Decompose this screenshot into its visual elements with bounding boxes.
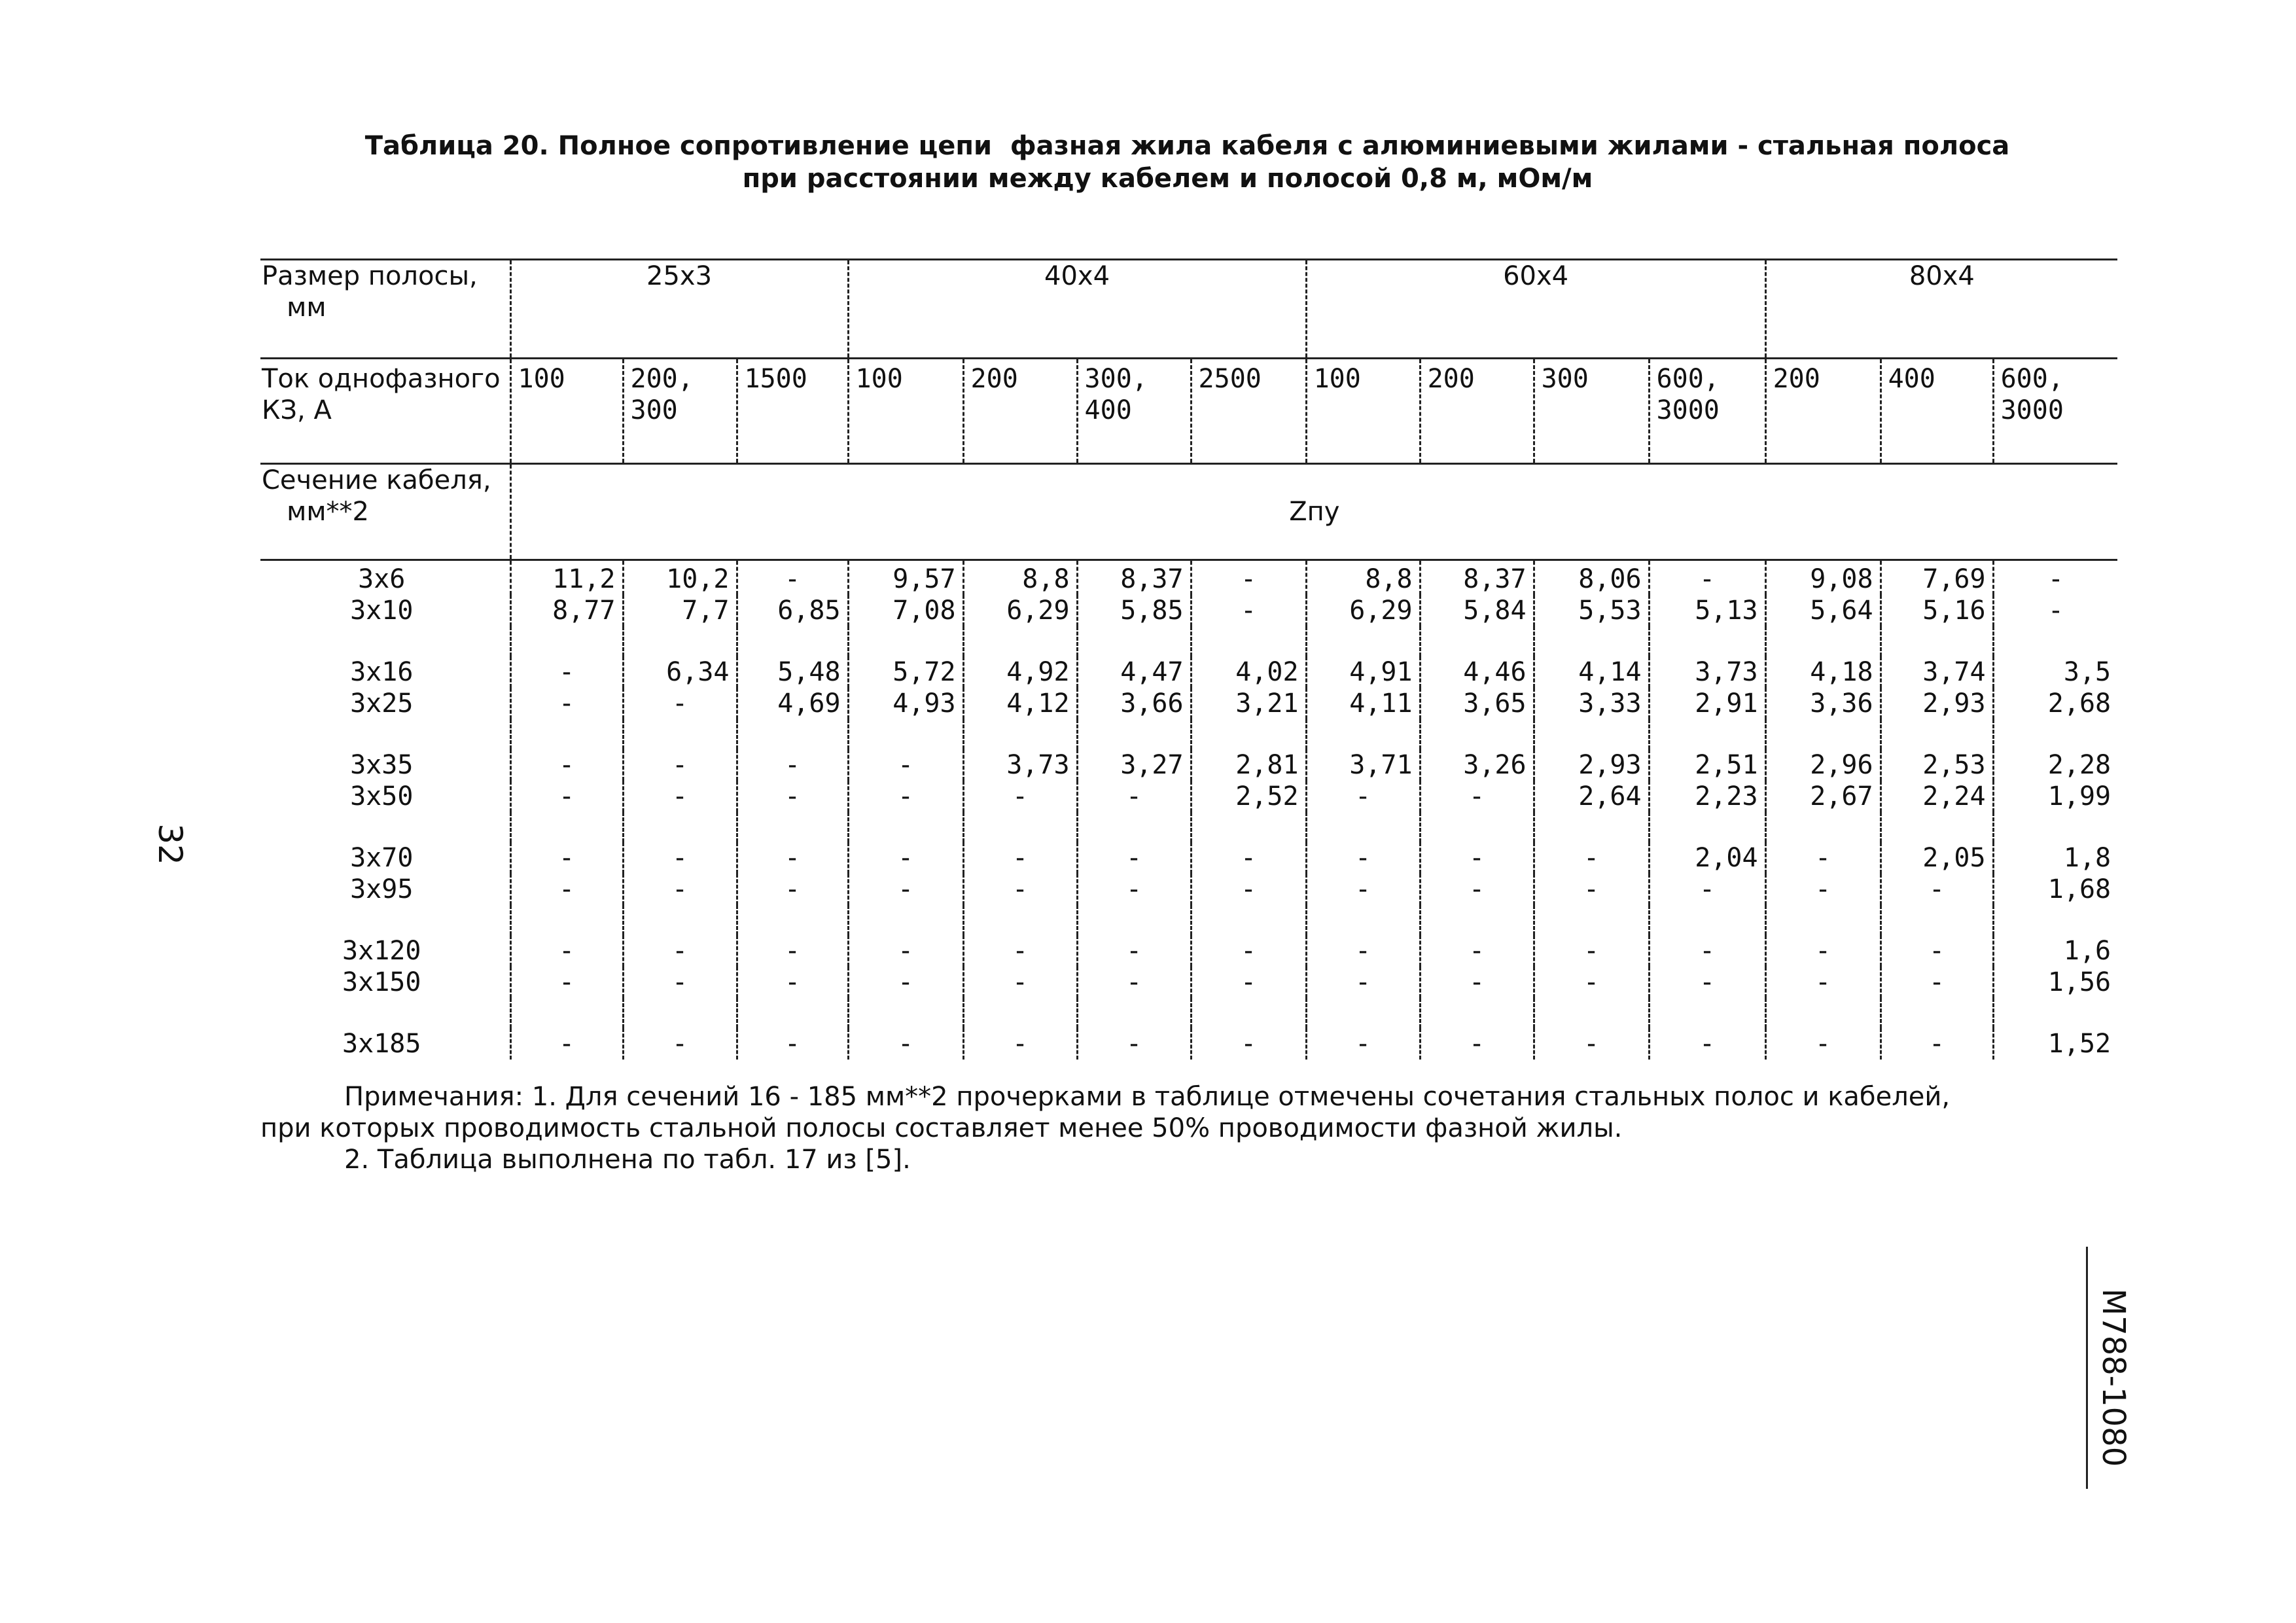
impedance-value: 5,84 [1420,595,1534,626]
impedance-value: 3,21 [1191,688,1306,719]
impedance-value: - [510,656,623,688]
cable-section: 3х10 [350,596,414,626]
impedance-value: - [1077,874,1191,905]
impedance-value: - [1534,935,1649,967]
impedance-value: 5,64 [1765,595,1881,626]
impedance-value: 2,52 [1191,781,1306,812]
impedance-value: 2,51 [1649,749,1765,781]
impedance-value: - [510,935,623,967]
impedance-value: - [737,874,848,905]
impedance-value: - [1881,935,1993,967]
spacer-cell [1534,626,1649,656]
spacer-cell [1765,905,1881,935]
impedance-value: 2,91 [1649,688,1765,719]
impedance-value: - [623,688,737,719]
impedance-value: - [963,1028,1077,1060]
note-1-continued: при которых проводимость стальной полосы составляет менее 50% проводимости фазной жилы. [260,1113,1623,1143]
impedance-value: 3,27 [1077,749,1191,781]
header-row-section [260,464,2117,560]
impedance-value: 8,06 [1534,560,1649,596]
impedance-value: 4,14 [1534,656,1649,688]
impedance-value: 2,64 [1534,781,1649,812]
spacer-cell [737,998,848,1028]
table-title-line-1: Таблица 20. Полное сопротивление цепи фазная жила кабеля с алюминиевыми жилами - стальная полоса [364,131,2010,161]
impedance-value: 6,85 [737,595,848,626]
current-value: 600, 3000 [1993,359,2117,464]
spacer-cell [1881,719,1993,749]
table-notes [260,1081,2112,1175]
spacer-cell [963,905,1077,935]
impedance-value: - [1993,595,2117,626]
strip-size-group: 25х3 [510,260,848,359]
margin-rule [2086,1247,2088,1489]
current-value: 2500 [1191,359,1306,464]
table-row [260,688,2117,719]
spacer-cell [1649,626,1765,656]
impedance-value: - [623,967,737,998]
spacer-cell [1534,905,1649,935]
spacer-cell [1077,719,1191,749]
spacer-cell [1534,719,1649,749]
impedance-value: 2,04 [1649,842,1765,874]
impedance-value: - [1881,967,1993,998]
impedance-value: 1,8 [1993,842,2117,874]
impedance-value: - [1534,967,1649,998]
impedance-value: 2,53 [1881,749,1993,781]
spacer-cell [1191,626,1306,656]
spacer-cell [260,626,510,656]
impedance-value: - [1306,1028,1420,1060]
header-row-strip-size [260,260,2117,359]
impedance-value: 5,72 [848,656,963,688]
cable-section: 3х35 [350,750,414,780]
header-row-current [260,359,2117,464]
impedance-value: - [510,874,623,905]
spacer-cell [510,905,623,935]
current-value: 600, 3000 [1649,359,1765,464]
impedance-value: 8,37 [1420,560,1534,596]
impedance-value: - [623,781,737,812]
spacer-cell [1306,905,1420,935]
impedance-value: 4,69 [737,688,848,719]
spacer-cell [1077,812,1191,842]
current-value: 100 [848,359,963,464]
impedance-value: - [623,1028,737,1060]
strip-size-label: Размер полосы, мм [260,260,510,359]
impedance-value: - [1077,967,1191,998]
impedance-value: - [510,749,623,781]
impedance-value: 1,52 [1993,1028,2117,1060]
impedance-value: - [963,874,1077,905]
spacer-cell [1993,719,2117,749]
row-spacer [260,905,2117,935]
spacer-cell [737,905,848,935]
impedance-value: - [1191,560,1306,596]
spacer-cell [1191,905,1306,935]
impedance-value: - [1765,842,1881,874]
page-number: 32 [151,823,189,865]
cable-section: 3х70 [350,843,414,873]
spacer-cell [1881,812,1993,842]
impedance-value: 9,57 [848,560,963,596]
table-row [260,560,2117,596]
impedance-value: 5,85 [1077,595,1191,626]
impedance-value: - [1420,781,1534,812]
impedance-value: - [737,781,848,812]
impedance-value: 6,29 [963,595,1077,626]
impedance-value: - [737,935,848,967]
table-row [260,874,2117,905]
impedance-value: - [1420,842,1534,874]
impedance-value: - [623,842,737,874]
cable-section: 3х50 [350,781,414,812]
table-row [260,935,2117,967]
impedance-value: 4,91 [1306,656,1420,688]
spacer-cell [1191,719,1306,749]
impedance-value: 2,93 [1534,749,1649,781]
table-row [260,656,2117,688]
spacer-cell [1993,626,2117,656]
spacer-cell [623,626,737,656]
impedance-value: 6,29 [1306,595,1420,626]
impedance-value: 10,2 [623,560,737,596]
impedance-value: 5,13 [1649,595,1765,626]
spacer-cell [963,626,1077,656]
cable-section: 3х185 [342,1029,421,1059]
spacer-cell [260,905,510,935]
impedance-value: - [1765,935,1881,967]
cable-section: 3х16 [350,657,414,687]
spacer-cell [848,626,963,656]
spacer-cell [1534,998,1649,1028]
impedance-value: 3,73 [1649,656,1765,688]
current-value: 200 [963,359,1077,464]
spacer-cell [1077,905,1191,935]
strip-size-group: 60х4 [1306,260,1765,359]
spacer-cell [260,998,510,1028]
spacer-cell [510,998,623,1028]
impedance-value: - [510,781,623,812]
impedance-value: - [623,874,737,905]
note-2: 2. Таблица выполнена по табл. 17 из [5]. [344,1145,911,1175]
impedance-value: 7,08 [848,595,963,626]
spacer-cell [1420,905,1534,935]
spacer-cell [848,998,963,1028]
impedance-value: - [848,781,963,812]
impedance-value: - [1420,967,1534,998]
spacer-cell [1534,812,1649,842]
spacer-cell [510,719,623,749]
impedance-value: - [963,842,1077,874]
current-value: 400 [1881,359,1993,464]
current-value: 100 [1306,359,1420,464]
strip-size-group: 80х4 [1765,260,2117,359]
cable-section: 3х150 [342,967,421,997]
impedance-value: 1,6 [1993,935,2117,967]
table-row [260,781,2117,812]
impedance-value: 4,46 [1420,656,1534,688]
impedance-value: - [848,1028,963,1060]
spacer-cell [1881,905,1993,935]
impedance-value: - [1649,874,1765,905]
impedance-value: - [1306,935,1420,967]
current-value: 300, 400 [1077,359,1191,464]
impedance-value: - [1191,874,1306,905]
impedance-value: 3,65 [1420,688,1534,719]
impedance-value: 2,28 [1993,749,2117,781]
impedance-value: - [848,749,963,781]
row-spacer [260,719,2117,749]
table-row [260,1028,2117,1060]
impedance-value: - [623,935,737,967]
impedance-value: 2,96 [1765,749,1881,781]
spacer-cell [1420,626,1534,656]
cable-section: 3х120 [342,936,421,966]
impedance-value: 2,81 [1191,749,1306,781]
impedance-label: Zпу [510,464,2117,560]
impedance-value: 4,92 [963,656,1077,688]
impedance-value: - [1420,935,1534,967]
spacer-cell [1077,626,1191,656]
impedance-value: - [1191,935,1306,967]
cable-section: 3х25 [350,688,414,719]
impedance-value: 4,02 [1191,656,1306,688]
impedance-value: - [1191,595,1306,626]
spacer-cell [1191,998,1306,1028]
impedance-value: - [963,781,1077,812]
impedance-value: - [963,935,1077,967]
spacer-cell [963,719,1077,749]
impedance-value: - [1191,967,1306,998]
cable-section: 3х95 [350,874,414,904]
table-row [260,595,2117,626]
impedance-value: - [623,749,737,781]
impedance-value: 5,16 [1881,595,1993,626]
table-title-line-2: при расстоянии между кабелем и полосой 0,8 м, мОм/м [742,164,1593,194]
impedance-value: - [737,1028,848,1060]
spacer-cell [260,719,510,749]
impedance-value: 1,99 [1993,781,2117,812]
impedance-value: - [1306,781,1420,812]
spacer-cell [1306,998,1420,1028]
spacer-cell [963,998,1077,1028]
impedance-value: - [1765,1028,1881,1060]
impedance-value: - [1306,967,1420,998]
spacer-cell [623,719,737,749]
spacer-cell [1649,998,1765,1028]
impedance-value: 8,8 [963,560,1077,596]
current-value: 100 [510,359,623,464]
impedance-value: - [1306,874,1420,905]
impedance-value: - [1191,842,1306,874]
spacer-cell [1765,998,1881,1028]
spacer-cell [848,905,963,935]
spacer-cell [1306,626,1420,656]
impedance-value: - [1649,967,1765,998]
impedance-value: - [1420,874,1534,905]
impedance-value: 3,66 [1077,688,1191,719]
impedance-value: - [1191,1028,1306,1060]
impedance-value: - [1881,1028,1993,1060]
impedance-value: - [1765,874,1881,905]
current-value: 200 [1765,359,1881,464]
impedance-value: - [1649,560,1765,596]
spacer-cell [737,812,848,842]
impedance-value: - [1077,842,1191,874]
spacer-cell [1420,812,1534,842]
impedance-value: 8,77 [510,595,623,626]
spacer-cell [1881,998,1993,1028]
table-row [260,967,2117,998]
impedance-value: 6,34 [623,656,737,688]
current-value: 200, 300 [623,359,737,464]
spacer-cell [623,998,737,1028]
impedance-value: 2,67 [1765,781,1881,812]
cable-section-label: Сечение кабеля, мм**2 [260,464,510,560]
impedance-value: - [1077,781,1191,812]
spacer-cell [1993,905,2117,935]
impedance-value: - [848,935,963,967]
impedance-value: 5,48 [737,656,848,688]
impedance-value: - [1420,1028,1534,1060]
note-1: Примечания: 1. Для сечений 16 - 185 мм**2 прочерками в таблице отмечены сочетания стальных полос и кабелей, [344,1082,1951,1112]
spacer-cell [1649,905,1765,935]
spacer-cell [1649,719,1765,749]
impedance-value: 1,56 [1993,967,2117,998]
impedance-value: 3,5 [1993,656,2117,688]
impedance-value: - [1881,874,1993,905]
impedance-value: - [1765,967,1881,998]
impedance-value: 9,08 [1765,560,1881,596]
impedance-value: - [737,842,848,874]
spacer-cell [737,719,848,749]
impedance-value: - [1534,1028,1649,1060]
impedance-value: 2,68 [1993,688,2117,719]
spacer-cell [510,812,623,842]
current-value: 300 [1534,359,1649,464]
impedance-value: - [1534,842,1649,874]
impedance-value: 3,71 [1306,749,1420,781]
spacer-cell [510,626,623,656]
current-value: 1500 [737,359,848,464]
impedance-value: 3,26 [1420,749,1534,781]
impedance-value: 11,2 [510,560,623,596]
impedance-value: 3,33 [1534,688,1649,719]
impedance-value: - [1649,1028,1765,1060]
spacer-cell [1420,719,1534,749]
spacer-cell [1306,812,1420,842]
impedance-value: 7,7 [623,595,737,626]
impedance-value: - [1993,560,2117,596]
impedance-value: - [1534,874,1649,905]
impedance-value: 2,23 [1649,781,1765,812]
strip-size-group: 40х4 [848,260,1306,359]
impedance-value: - [1077,935,1191,967]
spacer-cell [1993,812,2117,842]
current-label: Ток однофазного КЗ, А [260,359,510,464]
table-row [260,749,2117,781]
impedance-value: - [848,842,963,874]
row-spacer [260,812,2117,842]
impedance-value: 3,74 [1881,656,1993,688]
impedance-value: 4,18 [1765,656,1881,688]
impedance-value: - [1306,842,1420,874]
impedance-value: 3,73 [963,749,1077,781]
impedance-value: 4,47 [1077,656,1191,688]
spacer-cell [1420,998,1534,1028]
impedance-value: 2,05 [1881,842,1993,874]
impedance-value: 5,53 [1534,595,1649,626]
impedance-value: 3,36 [1765,688,1881,719]
spacer-cell [848,719,963,749]
table-title [0,130,2296,195]
spacer-cell [1649,812,1765,842]
impedance-value: - [737,560,848,596]
spacer-cell [260,812,510,842]
impedance-value: - [848,967,963,998]
spacer-cell [1306,719,1420,749]
spacer-cell [1191,812,1306,842]
impedance-value: - [737,749,848,781]
resistance-table [260,259,2117,1060]
impedance-value: 4,93 [848,688,963,719]
impedance-value: - [510,1028,623,1060]
spacer-cell [1765,719,1881,749]
impedance-value: - [510,688,623,719]
spacer-cell [623,905,737,935]
spacer-cell [1765,812,1881,842]
impedance-value: 8,8 [1306,560,1420,596]
row-spacer [260,998,2117,1028]
impedance-value: 2,93 [1881,688,1993,719]
impedance-value: - [848,874,963,905]
impedance-value: 4,12 [963,688,1077,719]
impedance-value: - [510,842,623,874]
impedance-value: 8,37 [1077,560,1191,596]
current-value: 200 [1420,359,1534,464]
spacer-cell [623,812,737,842]
document-code: М788-1080 [2095,1288,2132,1467]
impedance-value: 4,11 [1306,688,1420,719]
spacer-cell [963,812,1077,842]
impedance-value: - [510,967,623,998]
spacer-cell [848,812,963,842]
impedance-value: 7,69 [1881,560,1993,596]
spacer-cell [1765,626,1881,656]
impedance-value: - [1649,935,1765,967]
table-row [260,842,2117,874]
impedance-value: - [737,967,848,998]
spacer-cell [1881,626,1993,656]
impedance-value: - [1077,1028,1191,1060]
impedance-value: 2,24 [1881,781,1993,812]
row-spacer [260,626,2117,656]
impedance-value: 1,68 [1993,874,2117,905]
spacer-cell [737,626,848,656]
spacer-cell [1993,998,2117,1028]
impedance-value: - [963,967,1077,998]
spacer-cell [1077,998,1191,1028]
cable-section: 3х6 [358,564,406,594]
